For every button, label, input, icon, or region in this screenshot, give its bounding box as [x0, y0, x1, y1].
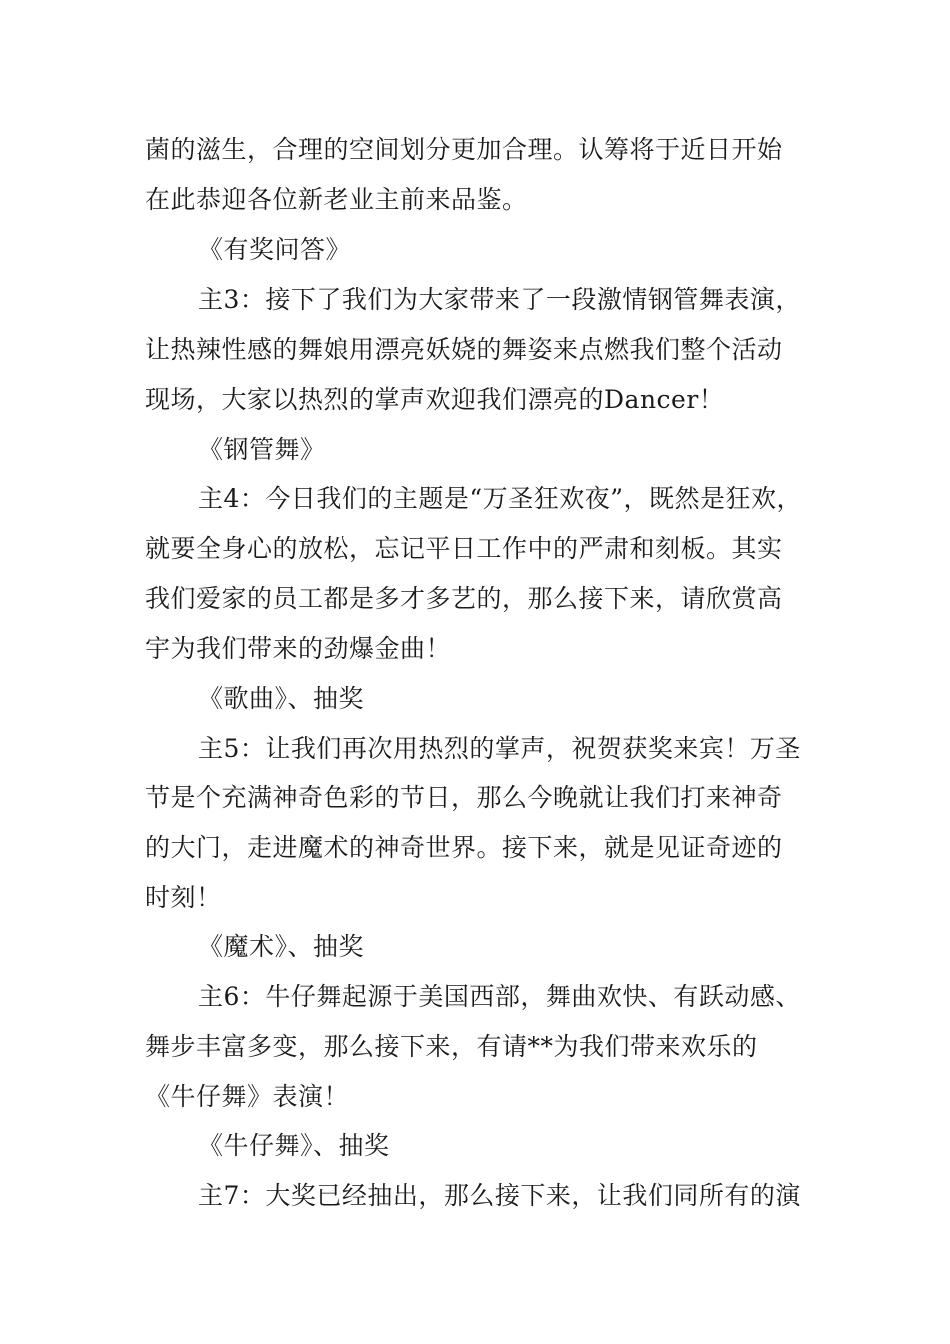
section-heading: 《钢管舞》	[198, 435, 326, 464]
section-heading: 《牛仔舞》、抽奖	[198, 1131, 390, 1160]
text-line: 主6：牛仔舞起源于美国西部，舞曲欢快、有跃动感、	[198, 982, 801, 1011]
section-heading: 《歌曲》、抽奖	[198, 684, 365, 713]
text-line: 现场，大家以热烈的掌声欢迎我们漂亮的Dancer！	[145, 385, 725, 414]
text-line: 的大门，走进魔术的神奇世界。接下来，就是见证奇迹的	[145, 833, 783, 862]
text-line: 在此恭迎各位新老业主前来品鉴。	[145, 185, 528, 214]
text-line: 主4：今日我们的主题是“万圣狂欢夜”，既然是狂欢，	[198, 484, 802, 513]
text-line: 主3：接下了我们为大家带来了一段激情钢管舞表演，	[198, 285, 801, 314]
section-heading: 《魔术》、抽奖	[198, 932, 365, 961]
section-heading: 《有奖问答》	[198, 235, 352, 264]
text-line: 《牛仔舞》表演！	[145, 1082, 350, 1111]
text-line: 舞步丰富多变，那么接下来，有请**为我们带来欢乐的	[145, 1032, 758, 1061]
text-line: 时刻！	[145, 883, 222, 912]
text-line: 菌的滋生，合理的空间划分更加合理。认筹将于近日开始	[145, 135, 783, 164]
text-line: 宇为我们带来的劲爆金曲！	[145, 634, 452, 663]
text-line: 节是个充满神奇色彩的节日，那么今晚就让我们打来神奇	[145, 783, 783, 812]
text-line: 我们爱家的员工都是多才多艺的，那么接下来，请欣赏高	[145, 584, 783, 613]
text-line: 主5：让我们再次用热烈的掌声，祝贺获奖来宾！万圣	[198, 734, 801, 763]
text-line: 就要全身心的放松，忘记平日工作中的严肃和刻板。其实	[145, 534, 783, 563]
text-line: 主7：大奖已经抽出，那么接下来，让我们同所有的演	[198, 1181, 801, 1210]
text-line: 让热辣性感的舞娘用漂亮妖娆的舞姿来点燃我们整个活动	[145, 335, 783, 364]
